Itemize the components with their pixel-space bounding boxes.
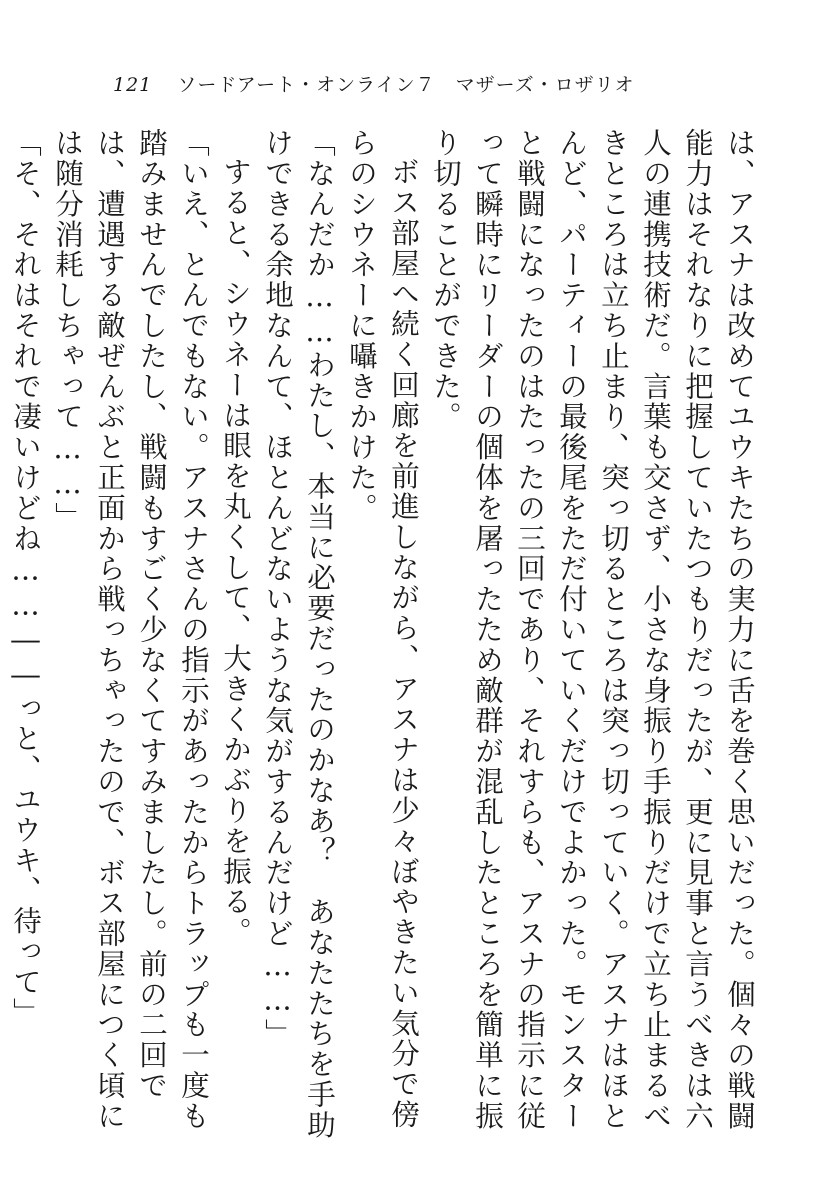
paragraph: すると、シウネーは眼を丸くして、大きくかぶりを振る。 [219,156,252,947]
running-title: ソードアート・オンライン７ マザーズ・ロザリオ [177,74,635,96]
running-header [113,70,733,100]
paragraph [0,128,4,1148]
dialogue-line: 「なんだか……わたし、本当に必要だったのかなあ？ あなたたちを手助けできる余地なんて、ほとんどないような気がするんだけど……」 [261,128,336,1141]
dialogue-line: 「いえ、とんでもない。アスナさんの指示があったからトラップも一度も踏みませんでしたし、戦闘もすごく少なくてすみましたし。前の二回では、遭遇する敵ぜんぶと正面から戦っちゃったので、ボス部屋につく頃には随分消耗しちゃって……」 [51,128,210,1132]
paragraph: ボス部屋へ続く回廊を前進しながら、アスナは少々ぼやきたい気分で傍らのシウネーに囁きかけた。 [345,128,420,1130]
dialogue-line: 「そ、それはそれで凄いけどね……――っと、ユウキ、待って」 [9,128,42,1028]
page-number: 121 [113,74,153,96]
body-text [9,128,760,1148]
paragraph: は、アスナは改めてユウキたちの実力に舌を巻く思いだった。個々の戦闘能力はそれなりに把握していたつもりだったが、更に見事と言うべきは六人の連携技術だ。言葉も交さず、小さな身振り手振りだけで立ち止まるべきところは立ち止まり、突っ切るところは突っ切っていく。アスナはほとんど、パーティーの最後尾をただ付いていくだけでよかった。モンスターと戦闘になったのはたったの三回であり、それすらも、アスナの指示に従って瞬時にリーダーの個体を屠ったため敵群が混乱したところを簡単に振り切ることができた。 [429,128,756,1132]
